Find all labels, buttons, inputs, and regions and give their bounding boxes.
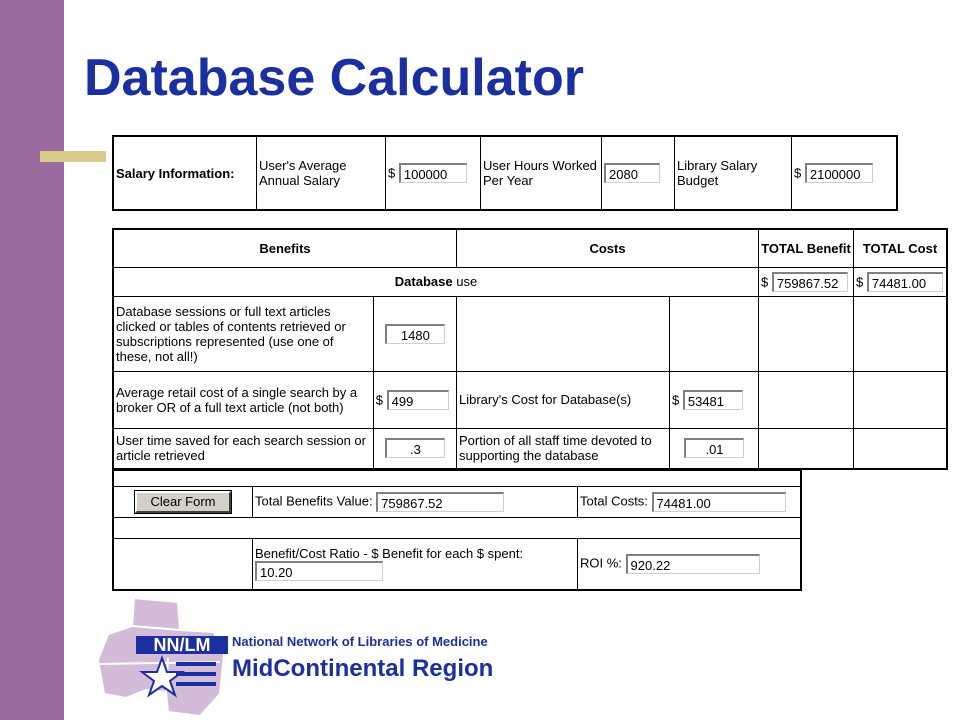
staff-portion-field[interactable]: .01 [684,438,744,458]
salary-section-label: Salary Information: [113,136,257,210]
benefits-table [112,228,948,470]
flag-stripe [176,672,216,676]
nnlm-region-map-logo [96,596,228,720]
empty-cell [854,371,948,428]
flag-stripe [176,682,216,686]
database-use-rest: use [456,274,478,290]
staff-portion-label: Portion of all staff time devoted to supporting the database [457,428,670,469]
roi-field[interactable]: 920.22 [626,554,760,574]
spacer-row [113,518,801,539]
total-benefit-field[interactable]: 759867.52 [772,272,848,292]
ratio-label: Benefit/Cost Ratio - $ Benefit for each $ spent: [255,546,524,562]
salary-table [112,135,898,211]
sessions-field[interactable]: 1480 [385,324,445,344]
currency-symbol: $ [375,392,383,408]
total-benefits-field[interactable]: 759867.52 [376,492,504,512]
budget-label: Library Salary Budget [675,136,792,210]
sidebar-band [0,0,64,720]
library-cost-label: Library's Cost for Database(s) [457,371,670,428]
total-costs-label: Total Costs: [580,493,648,509]
logo-text: NN/LM [153,635,211,655]
currency-symbol: $ [856,274,864,290]
total-benefits-label: Total Benefits Value: [255,493,373,509]
region-name: MidContinental Region [232,655,494,682]
total-cost-field[interactable]: 74481.00 [867,272,943,292]
hours-label: User Hours Worked Per Year [481,136,602,210]
hours-field[interactable]: 2080 [604,163,660,183]
empty-cell [759,428,854,469]
costs-header: Costs [457,229,759,268]
benefits-header: Benefits [113,229,457,268]
retail-cost-field[interactable]: 499 [387,390,449,410]
currency-symbol: $ [672,392,680,408]
empty-cell [854,428,948,469]
avg-salary-label: User's Average Annual Salary [257,136,386,210]
accent-bar [40,151,106,162]
database-use-row-label [113,268,759,296]
empty-cell [113,538,253,590]
time-saved-label: User time saved for each search session or article retrieved [113,428,373,469]
total-benefit-header: TOTAL Benefit [759,229,854,268]
currency-symbol: $ [388,165,396,181]
database-use-bold: Database [394,274,453,290]
ratio-field[interactable]: 10.20 [255,561,383,581]
budget-field[interactable]: 2100000 [805,163,873,183]
empty-cell [854,296,948,371]
empty-cell [670,296,759,371]
empty-cell [759,371,854,428]
flag-stripe [176,662,216,666]
currency-symbol: $ [794,165,802,181]
empty-cell [457,296,670,371]
library-cost-field[interactable]: 53481 [683,390,743,410]
empty-cell [759,296,854,371]
page-title: Database Calculator [84,49,584,107]
total-costs-field[interactable]: 74481.00 [652,492,786,512]
total-cost-header: TOTAL Cost [854,229,948,268]
sessions-label: Database sessions or full text articles clicked or tables of contents retrieved or subscriptions represented (use one of these, not all!) [113,296,373,371]
totals-table [112,469,802,591]
network-name: National Network of Libraries of Medicine [232,634,488,649]
currency-symbol: $ [761,274,769,290]
clear-form-button[interactable]: Clear Form [135,491,231,513]
spacer-row [113,470,801,487]
region-map-shape [98,598,224,716]
retail-cost-label: Average retail cost of a single search by a broker OR of a full text article (not both) [113,371,373,428]
time-saved-field[interactable]: .3 [385,438,445,458]
avg-salary-field[interactable]: 100000 [399,163,467,183]
roi-label: ROI %: [580,555,622,571]
